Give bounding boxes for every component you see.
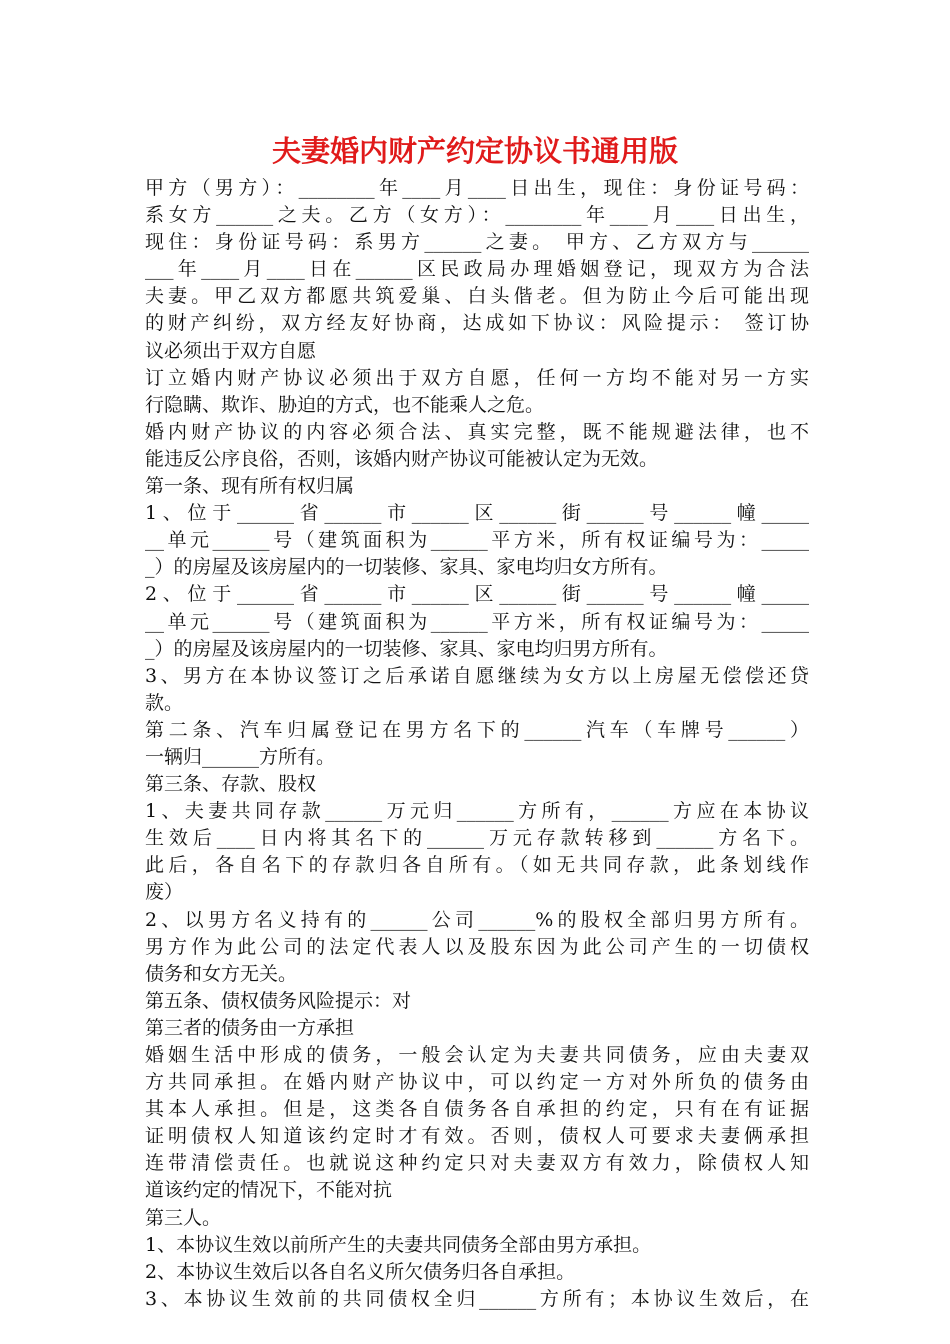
document-text-line: 议必须出于双方自愿 <box>145 339 317 362</box>
document-text-line: 证明债权人知道该约定时才有效。否则，债权人可要求夫妻俩承担 <box>145 1125 809 1148</box>
document-text-line: 婚姻生活中形成的债务，一般会认定为夫妻共同债务，应由夫妻双 <box>145 1044 809 1066</box>
document-title: 夫妻婚内财产约定协议书通用版 <box>271 134 678 168</box>
document-body <box>145 175 809 1313</box>
document-text-line: 第五条、债权债务风险提示：对 <box>145 989 412 1012</box>
document-text-line: 其本人承担。但是，这类各自债务各自承担的约定，只有在有证据 <box>145 1098 809 1121</box>
document-text-line: 第二条、汽车归属登记在男方名下的______汽车（车牌号______） <box>145 718 809 741</box>
document-text-line: 2、位于______省______市______区______街______号______幢_____ <box>145 583 809 606</box>
document-text-line: 2、以男方名义持有的______公司______%的股权全部归男方所有。 <box>145 908 809 931</box>
document-text-line: 1、位于______省______市______区______街______号______幢_____ <box>145 502 809 525</box>
document-text-line: 订立婚内财产协议必须出于双方自愿，任何一方均不能对另一方实 <box>145 366 809 389</box>
document-text-line: 现住：身份证号码：系男方______之妻。 甲方、乙方双方与______ <box>145 231 809 254</box>
document-text-line: 一辆归______方所有。 <box>145 745 336 768</box>
document-text-line: 1、本协议生效以前所产生的夫妻共同债务全部由男方承担。 <box>145 1233 652 1256</box>
document-text-line: 生效后____日内将其名下的______万元存款转移到______方名下。 <box>145 827 809 850</box>
document-text-line: 方共同承担。在婚内财产协议中，可以约定一方对外所负的债务由 <box>145 1071 809 1094</box>
document-text-line: 系女方______之夫。乙方（女方）：________年____月____日出生， <box>145 204 809 227</box>
document-text-line: 甲方（男方）：________年____月____日出生，现住：身份证号码： <box>145 177 809 199</box>
document-text-line: __单元______号（建筑面积为______平方米，所有权证编号为：_____ <box>145 529 809 552</box>
document-text-line: 此后，各自名下的存款归各自所有。（如无共同存款，此条划线作 <box>145 854 809 877</box>
document-text-line: _）的房屋及该房屋内的一切装修、家具、家电均归男方所有。 <box>145 637 668 660</box>
document-text-line: _）的房屋及该房屋内的一切装修、家具、家电均归女方所有。 <box>145 556 668 579</box>
document-text-line: __单元______号（建筑面积为______平方米，所有权证编号为：_____ <box>145 610 809 633</box>
document-text-line: 2、本协议生效后以各自名义所欠债务归各自承担。 <box>145 1260 576 1283</box>
document-text-line: 行隐瞒、欺诈、胁迫的方式，也不能乘人之危。 <box>145 393 545 416</box>
document-text-line: 道该约定的情况下，不能对抗 <box>145 1179 393 1202</box>
document-text-line: 第一条、现有所有权归属 <box>145 475 355 498</box>
document-text-line: 第三条、存款、股权 <box>145 773 317 796</box>
document-text-line: 款。 <box>145 691 184 714</box>
document-text-line: 第三人。 <box>145 1206 222 1229</box>
document-text-line: 3、本协议生效前的共同债权全归______方所有；本协议生效后，在 <box>145 1287 809 1310</box>
document-text-line: 连带清偿责任。也就说这种约定只对夫妻双方有效力，除债权人知 <box>145 1152 809 1175</box>
document-text-line: 婚内财产协议的内容必须合法、真实完整，既不能规避法律，也不 <box>145 420 809 443</box>
document-text-line: 夫妻。甲乙双方都愿共筑爱巢、白头偕老。但为防止今后可能出现 <box>145 285 809 308</box>
document-text-line: 第三者的债务由一方承担 <box>145 1016 355 1039</box>
document-text-line: 债务和女方无关。 <box>145 962 298 985</box>
document-text-line: 1、夫妻共同存款______万元归______方所有，______方应在本协议 <box>145 800 809 823</box>
document-text-line: 的财产纠纷，双方经友好协商，达成如下协议：风险提示： 签订协 <box>145 312 809 335</box>
document-text-line: ___年____月____日在______区民政局办理婚姻登记，现双方为合法 <box>145 258 809 281</box>
document-text-line: 能违反公序良俗，否则，该婚内财产协议可能被认定为无效。 <box>145 447 659 470</box>
document-text-line: 3、男方在本协议签订之后承诺自愿继续为女方以上房屋无偿偿还贷 <box>145 664 809 687</box>
document-text-line: 废） <box>145 881 184 904</box>
document-text-line: 男方作为此公司的法定代表人以及股东因为此公司产生的一切债权 <box>145 935 809 958</box>
